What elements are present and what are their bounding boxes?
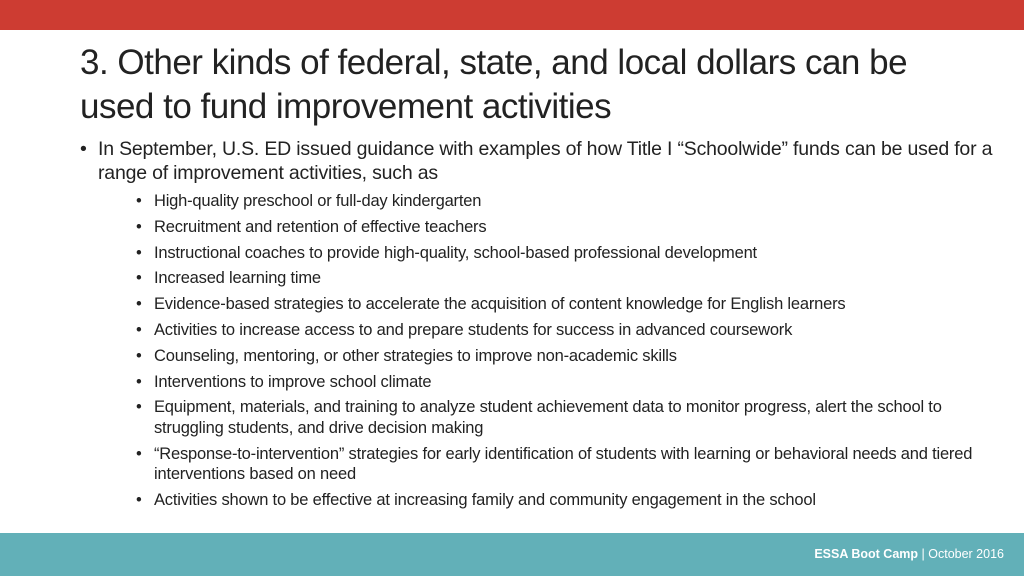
sub-bullet-text: Instructional coaches to provide high-quality, school-based professional development: [154, 243, 757, 262]
sub-bullet: [136, 294, 1000, 315]
sub-bullet-list: [98, 191, 1000, 510]
sub-bullet: [136, 397, 1000, 438]
footer-date: October 2016: [928, 547, 1004, 561]
sub-bullet-text: “Response-to-intervention” strategies for early identification of students with learning or behavioral needs and tiered interventions based on need: [154, 444, 973, 484]
bullet-list: [80, 137, 1000, 516]
bullet-icon: •: [136, 346, 142, 365]
sub-bullet: [136, 490, 1000, 511]
sub-bullet-text: Interventions to improve school climate: [154, 372, 432, 391]
sub-bullet-text: Evidence-based strategies to accelerate the acquisition of content knowledge for English learners: [154, 295, 846, 314]
sub-bullet-text: Increased learning time: [154, 269, 321, 288]
sub-bullet: [136, 320, 1000, 341]
sub-bullet-text: Counseling, mentoring, or other strategies to improve non-academic skills: [154, 346, 677, 365]
bullet-icon: •: [136, 243, 142, 262]
top-accent-bar: [0, 0, 1024, 30]
sub-bullet: [136, 346, 1000, 367]
footer-event: ESSA Boot Camp: [814, 547, 919, 561]
slide-title: 3. Other kinds of federal, state, and local dollars can be used to fund improvement activities: [80, 43, 908, 126]
main-bullet-text: In September, U.S. ED issued guidance with examples of how Title I “Schoolwide” funds can be used for a range of improvement activities, such as: [98, 138, 993, 184]
sub-bullet: [136, 243, 1000, 264]
bullet-icon: •: [136, 372, 142, 391]
footer-bar: [0, 533, 1024, 576]
footer-caption: [814, 546, 1004, 562]
sub-bullet: [136, 268, 1000, 289]
footer-separator: |: [918, 547, 929, 561]
sub-bullet-text: Recruitment and retention of effective teachers: [154, 217, 487, 236]
bullet-icon: •: [136, 320, 142, 339]
bullet-icon: •: [80, 138, 87, 160]
bullet-icon: •: [136, 192, 142, 210]
sub-bullet-text: Activities to increase access to and prepare students for success in advanced coursework: [154, 320, 793, 339]
sub-bullet-text: Equipment, materials, and training to analyze student achievement data to monitor progress, alert the school to struggling students, and drive decision making: [154, 398, 942, 437]
sub-bullet: [136, 217, 1000, 238]
bullet-icon: •: [136, 295, 142, 314]
bullet-icon: •: [136, 217, 142, 236]
sub-bullet: [136, 372, 1000, 393]
sub-bullet: [136, 444, 1000, 485]
main-bullet: [80, 137, 1000, 510]
sub-bullet-text: Activities shown to be effective at increasing family and community engagement in the school: [154, 490, 816, 509]
bullet-icon: •: [136, 444, 142, 463]
sub-bullet-text: High-quality preschool or full-day kindergarten: [154, 192, 482, 210]
bullet-icon: •: [136, 398, 142, 417]
bullet-icon: •: [136, 490, 142, 509]
sub-bullet: [136, 191, 1000, 212]
bullet-icon: •: [136, 269, 142, 288]
